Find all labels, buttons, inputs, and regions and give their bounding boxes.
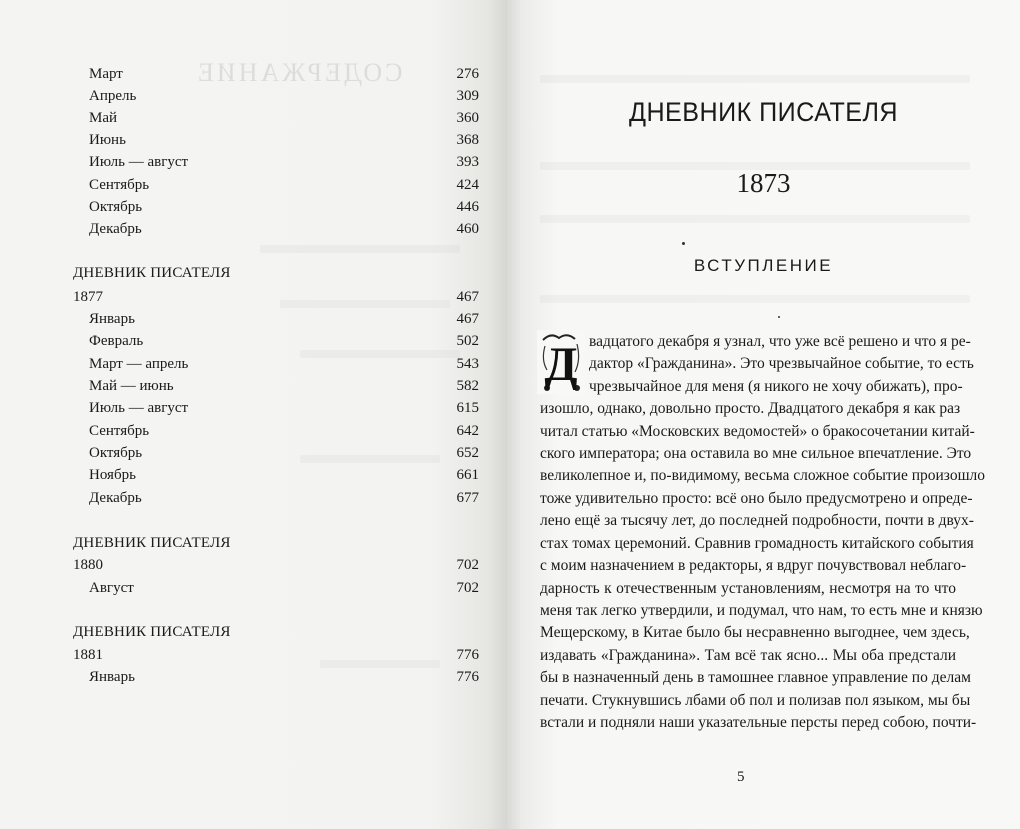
text-line: ского императора; она оставила во мне сильное впечатление. Это [540,445,972,462]
page-title: ДНЕВНИК ПИСАТЕЛЯ [628,97,899,127]
page-number: 5 [737,769,745,785]
text-line: встали и подняли наши указательные персты перед собою, почти- [540,714,977,731]
ornamental-dropcap [537,330,585,394]
text-line: стах томах церемоний. Сравнив громадность китайского события [540,535,974,552]
toc-section-heading: ДНЕВНИК ПИСАТЕЛЯ [73,624,231,640]
text-line: Мещерскому, в Китае было бы несравненно выгоднее, чем здесь, [540,624,970,641]
text-line: дарность к отечественным установлениям, несмотря на то что [540,580,956,597]
text-line: читал статью «Московских ведомостей» о бракосочетании китай- [540,423,975,440]
toc-section-heading: ДНЕВНИК ПИСАТЕЛЯ [73,535,231,551]
toc-section-heading: ДНЕВНИК ПИСАТЕЛЯ [73,265,231,281]
text-line: печати. Стукнувшись лбами об пол и полизав пол языком, мы бы [540,692,971,709]
ornament-dot [778,316,780,318]
text-line: изошло, однако, довольно просто. Двадцатого декабря я как раз [540,400,961,417]
left-page [0,0,507,829]
section-heading: ВСТУПЛЕНИЕ [693,256,834,275]
ornament-dot [682,242,685,245]
text-line: великолепное и, по-видимому, весьма сложное событие произошло [540,467,986,484]
text-line: меня так легко утвердили, и подумал, что нам, то есть мне и князю [540,602,983,619]
text-line: дактор «Гражданина». Это чрезвычайное событие, то есть [589,355,974,372]
text-line: с моим назначением в редакторы, я вдруг почувствовал неблаго- [540,557,967,574]
text-line: чрезвычайное для меня (я никого не хочу обижать), про- [589,378,963,395]
text-line: тоже удивительно просто: всё оно было предусмотрено и опреде- [540,490,973,507]
year-heading: 1873 [736,168,791,198]
bleed-through-heading: СОДЕРЖАНИЕ [195,58,403,87]
text-line: лено ещё за тысячу лет, до последней подробности, почти в двух- [540,512,974,529]
text-line: издавать «Гражданина». Там всё так ясно... Мы оба предстали [540,647,956,664]
text-line: вадцатого декабря я узнал, что уже всё решено и что я ре- [589,333,971,350]
text-line: бы в назначенный день в тамошнее главное управление по делам [540,669,971,686]
svg-text:Д: Д [544,338,578,391]
